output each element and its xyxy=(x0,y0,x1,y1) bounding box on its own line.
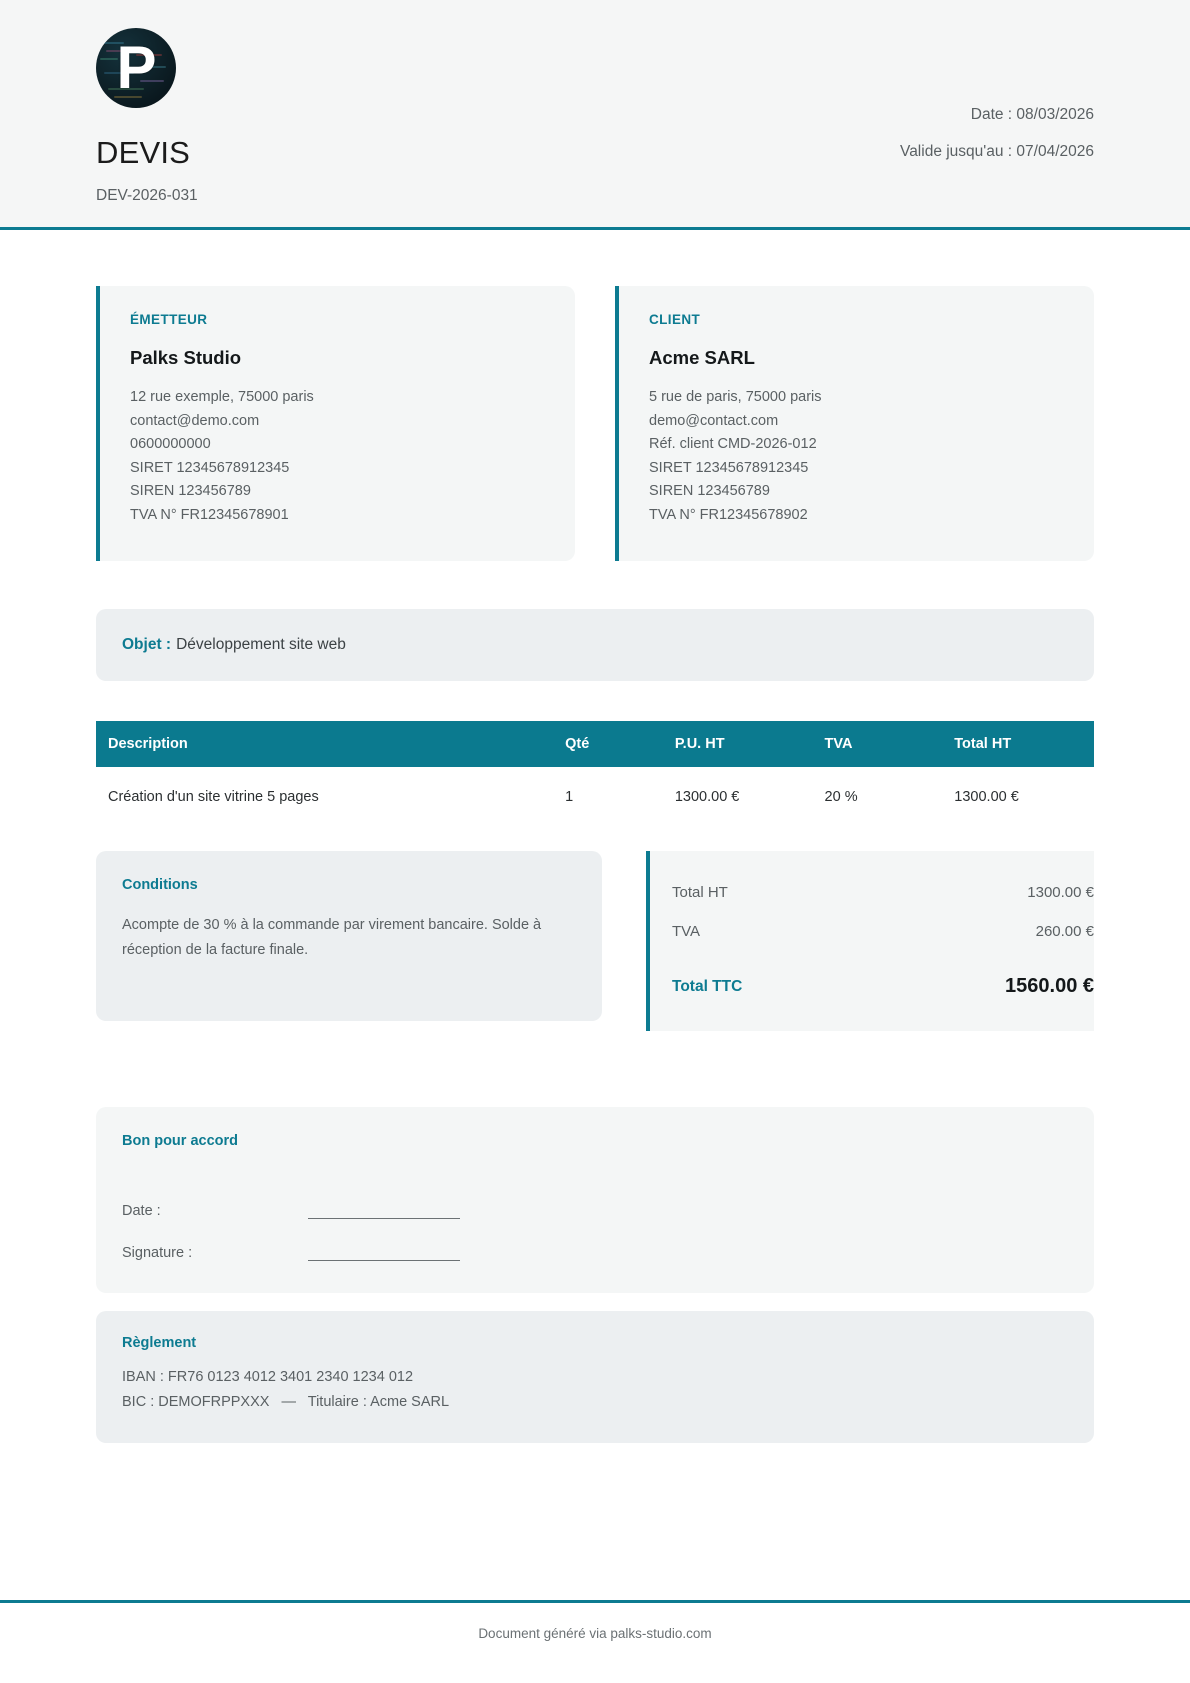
total-ht-label: Total HT xyxy=(672,884,728,901)
cell-description: Création d'un site vitrine 5 pages xyxy=(96,767,555,827)
agreement-title: Bon pour accord xyxy=(122,1133,239,1149)
issuer-address: 12 rue exemple, 75000 paris xyxy=(130,389,314,405)
column-header-description: Description xyxy=(96,721,555,767)
document-number: DEV-2026-031 xyxy=(96,187,198,205)
company-logo xyxy=(96,28,176,108)
footer-text: Document généré via palks-studio.com xyxy=(478,1626,712,1641)
column-header-quantity: Qté xyxy=(555,721,665,767)
client-address: 5 rue de paris, 75000 paris xyxy=(649,389,822,405)
objet-bar xyxy=(96,609,1094,681)
conditions-and-totals xyxy=(96,851,1094,1031)
totals-panel xyxy=(646,851,1094,1031)
conditions-title: Conditions xyxy=(122,877,198,893)
logo-letter: P xyxy=(116,34,156,101)
line-items-table xyxy=(96,721,1094,827)
agreement-card xyxy=(96,1107,1094,1293)
cell-vat: 20 % xyxy=(815,767,945,827)
payment-title: Règlement xyxy=(122,1335,197,1351)
agreement-date-label: Date : xyxy=(122,1203,161,1219)
agreement-signature-label: Signature : xyxy=(122,1245,193,1261)
conditions-card xyxy=(96,851,602,1021)
cell-total: 1300.00 € xyxy=(944,767,1094,827)
objet-label: Objet : xyxy=(122,636,172,653)
payment-bic: BIC : DEMOFRPPXXX xyxy=(122,1394,270,1410)
totals-row-tva xyxy=(672,912,1094,951)
total-ht-value: 1300.00 € xyxy=(1027,884,1094,901)
payment-separator: — xyxy=(281,1394,296,1410)
issuer-siren: SIREN 123456789 xyxy=(130,483,251,500)
page-title: DEVIS xyxy=(96,135,191,170)
issuer-name: Palks Studio xyxy=(130,347,242,368)
header-dates xyxy=(900,28,1094,160)
payment-iban: IBAN : FR76 0123 4012 3401 2340 1234 012 xyxy=(122,1369,414,1385)
table-body xyxy=(96,767,1094,827)
issuer-siret: SIRET 12345678912345 xyxy=(130,459,290,476)
issuer-email: contact@demo.com xyxy=(130,412,260,429)
agreement-signature-field[interactable] xyxy=(308,1247,460,1261)
client-email: demo@contact.com xyxy=(649,412,779,429)
table-header-row xyxy=(96,721,1094,767)
document-header xyxy=(0,0,1190,230)
payment-bic-line xyxy=(122,1390,1068,1415)
column-header-total: Total HT xyxy=(944,721,1094,767)
total-tva-value: 260.00 € xyxy=(1035,923,1094,940)
cell-quantity: 1 xyxy=(555,767,665,827)
issuer-label: ÉMETTEUR xyxy=(130,312,208,327)
totals-row-ttc xyxy=(672,962,1094,1009)
issuer-card xyxy=(96,286,575,561)
conditions-text: Acompte de 30 % à la commande par virement bancaire. Solde à réception de la facture finale. xyxy=(122,917,542,958)
table-row xyxy=(96,767,1094,827)
totals-row-ht xyxy=(672,873,1094,912)
payment-card xyxy=(96,1311,1094,1443)
issuer-phone: 0600000000 xyxy=(130,436,211,453)
total-ttc-value: 1560.00 € xyxy=(1005,975,1094,997)
document-footer xyxy=(0,1600,1190,1683)
client-siren: SIREN 123456789 xyxy=(649,483,770,500)
header-left xyxy=(96,28,198,205)
parties-section xyxy=(96,286,1094,561)
issuer-vat: TVA N° FR12345678901 xyxy=(130,506,289,523)
validity-date: Valide jusqu'au : 07/04/2026 xyxy=(900,143,1094,161)
client-label: CLIENT xyxy=(649,312,701,327)
client-reference: Réf. client CMD-2026-012 xyxy=(649,436,817,453)
objet-value: Développement site web xyxy=(176,636,346,653)
client-vat: TVA N° FR12345678902 xyxy=(649,506,808,523)
document-body xyxy=(0,230,1190,1600)
client-siret: SIRET 12345678912345 xyxy=(649,459,809,476)
agreement-date-field[interactable] xyxy=(308,1205,460,1219)
issue-date: Date : 08/03/2026 xyxy=(970,106,1094,123)
client-card xyxy=(615,286,1094,561)
agreement-date-row xyxy=(122,1177,1068,1219)
column-header-unit-price: P.U. HT xyxy=(665,721,815,767)
cell-unit-price: 1300.00 € xyxy=(665,767,815,827)
table-header xyxy=(96,721,1094,767)
column-header-vat: TVA xyxy=(815,721,945,767)
total-tva-label: TVA xyxy=(672,923,701,940)
total-ttc-label: Total TTC xyxy=(672,977,743,995)
payment-holder: Titulaire : Acme SARL xyxy=(307,1394,450,1410)
client-name: Acme SARL xyxy=(649,347,755,368)
agreement-signature-row xyxy=(122,1219,1068,1261)
